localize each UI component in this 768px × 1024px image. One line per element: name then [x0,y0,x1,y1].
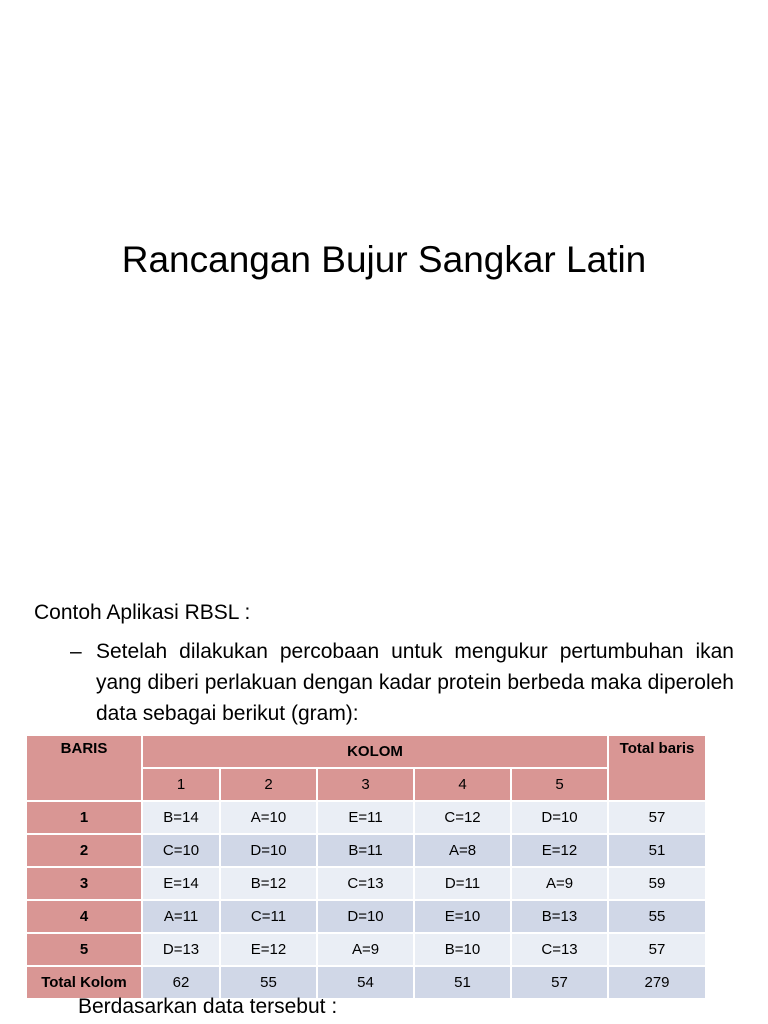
column-total: 54 [317,966,414,999]
table-row [26,834,706,867]
table-cell: A=9 [511,867,608,900]
grand-total: 279 [608,966,706,999]
table-cell: D=11 [414,867,511,900]
table-cell: E=14 [142,867,220,900]
table-cell: E=11 [317,801,414,834]
footer-text: Berdasarkan data tersebut : [78,995,338,1018]
table-cell: D=13 [142,933,220,966]
column-number: 5 [511,768,608,801]
table-cell: E=12 [220,933,317,966]
table-cell: C=11 [220,900,317,933]
table-cell: C=12 [414,801,511,834]
total-baris-header: Total baris [608,735,706,801]
table-cell: C=10 [142,834,220,867]
table-row [26,933,706,966]
row-total: 57 [608,801,706,834]
total-kolom-label: Total Kolom [26,966,142,999]
column-number: 4 [414,768,511,801]
bullet-text: Setelah dilakukan percobaan untuk mengukur pertumbuhan ikan yang diberi perlakuan dengan kadar protein berbeda maka diperoleh data sebagai berikut (gram): [96,640,734,725]
row-total: 57 [608,933,706,966]
slide-title: Rancangan Bujur Sangkar Latin [121,239,647,280]
table-header-row [26,735,706,768]
column-total: 57 [511,966,608,999]
table-cell: B=11 [317,834,414,867]
row-label: 2 [26,834,142,867]
table-cell: A=9 [317,933,414,966]
table-cell: E=12 [511,834,608,867]
table-row [26,867,706,900]
row-label: 3 [26,867,142,900]
row-label: 1 [26,801,142,834]
table-cell: B=14 [142,801,220,834]
table-cell: A=8 [414,834,511,867]
bullet-point [70,636,734,729]
table-cell: A=10 [220,801,317,834]
kolom-header: KOLOM [142,735,608,768]
table-cell: E=10 [414,900,511,933]
column-total: 55 [220,966,317,999]
table-cell: D=10 [511,801,608,834]
table-cell: B=13 [511,900,608,933]
row-total: 51 [608,834,706,867]
row-label: 4 [26,900,142,933]
table-row [26,801,706,834]
column-number: 3 [317,768,414,801]
column-total: 62 [142,966,220,999]
row-total: 55 [608,900,706,933]
table-cell: C=13 [317,867,414,900]
column-number: 2 [220,768,317,801]
column-number: 1 [142,768,220,801]
table-cell: A=11 [142,900,220,933]
baris-header: BARIS [26,735,142,801]
row-label: 5 [26,933,142,966]
bullet-dash: – [70,640,82,663]
row-total: 59 [608,867,706,900]
section-heading: Contoh Aplikasi RBSL : [34,601,251,624]
table-cell: C=13 [511,933,608,966]
column-total: 51 [414,966,511,999]
latin-square-table [25,734,707,1000]
table-cell: B=10 [414,933,511,966]
table-cell: B=12 [220,867,317,900]
table-cell: D=10 [317,900,414,933]
table-cell: D=10 [220,834,317,867]
table-row [26,900,706,933]
